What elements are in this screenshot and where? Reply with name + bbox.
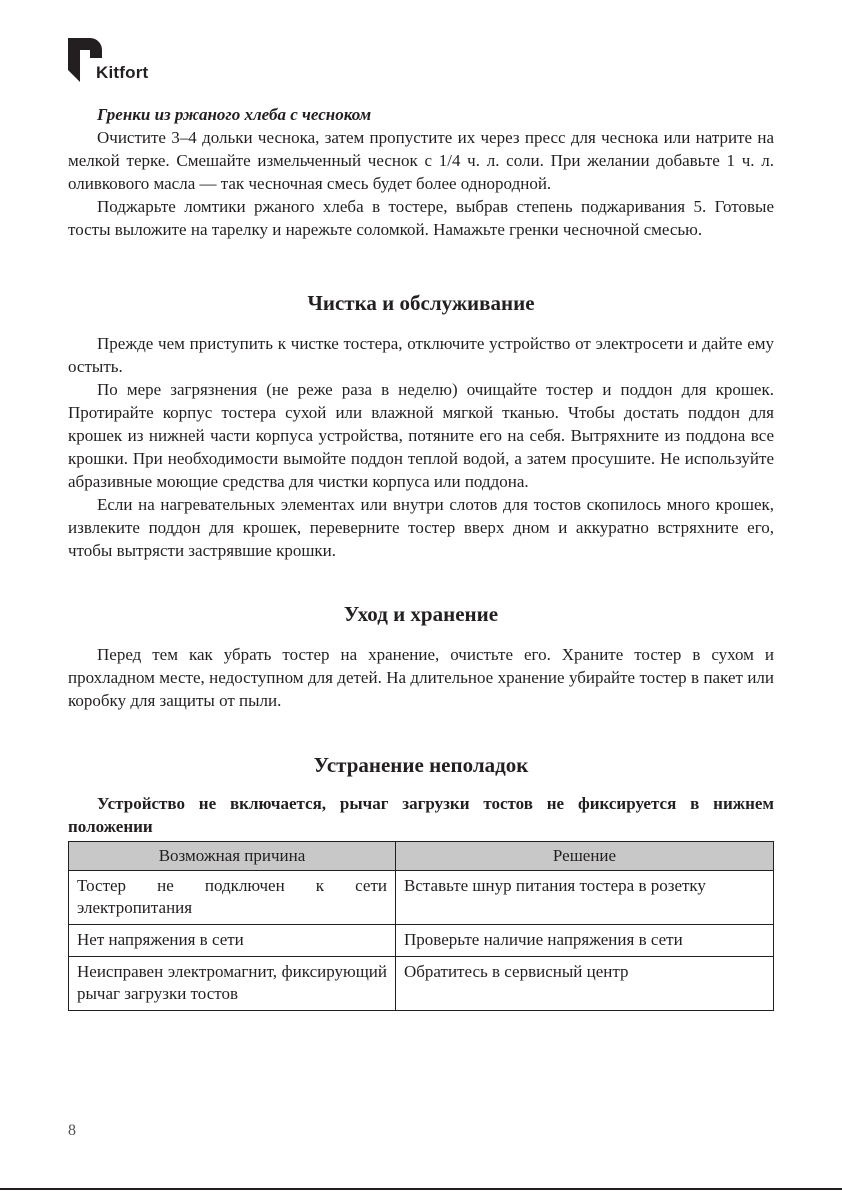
table-row bbox=[69, 957, 774, 1011]
table-cell-solution: Вставьте шнур питания тостера в розетку bbox=[396, 871, 774, 925]
table-cell-cause: Тостер не подключен к сети электропитания bbox=[69, 871, 396, 925]
table-row bbox=[69, 925, 774, 957]
section-heading-storage: Уход и хранение bbox=[343, 602, 499, 626]
cleaning-paragraph: Если на нагревательных элементах или внутри слотов для тостов скопилось много крошек, извлеките поддон для крошек, переверните тостер вверх дном и аккуратно встряхните его, чтобы вытрясти застрявшие крошки. bbox=[68, 495, 774, 560]
troubleshooting-table bbox=[68, 841, 774, 1011]
section-heading-cleaning: Чистка и обслуживание bbox=[307, 291, 535, 315]
cleaning-paragraph: Прежде чем приступить к чистке тостера, отключите устройство от электросети и дайте ему остыть. bbox=[68, 334, 774, 376]
page-number: 8 bbox=[68, 1122, 76, 1139]
footer-divider bbox=[0, 1188, 842, 1190]
recipe-paragraph: Очистите 3–4 дольки чеснока, затем пропустите их через пресс для чеснока или натрите на мелкой терке. Смешайте измельченный чеснок с 1/4 ч. л. соли. При желании добавьте 1 ч. л. оливкового масла — так чесночная смесь будет более однородной. bbox=[68, 128, 774, 193]
table-cell-cause: Неисправен электромагнит, фиксирующий рычаг загрузки тостов bbox=[69, 957, 396, 1011]
column-header-cause: Возможная причина bbox=[69, 842, 396, 871]
column-header-solution: Решение bbox=[396, 842, 774, 871]
table-header-row bbox=[69, 842, 774, 871]
table-cell-cause: Нет напряжения в сети bbox=[69, 925, 396, 957]
storage-paragraph: Перед тем как убрать тостер на хранение, очистьте его. Храните тостер в сухом и прохладном месте, недоступном для детей. На длительное хранение убирайте тостер в пакет или коробку для защиты от пыли. bbox=[68, 645, 774, 710]
page-content bbox=[68, 103, 774, 1011]
section-heading-troubleshooting: Устранение неполадок bbox=[313, 753, 529, 777]
brand-logo bbox=[68, 38, 168, 88]
recipe-paragraph: Поджарьте ломтики ржаного хлеба в тостере, выбрав степень поджаривания 5. Готовые тосты выложите на тарелку и нарежьте соломкой. Намажьте гренки чесночной смесью. bbox=[68, 197, 774, 239]
table-row bbox=[69, 871, 774, 925]
cleaning-paragraph: По мере загрязнения (не реже раза в неделю) очищайте тостер и поддон для крошек. Протирайте корпус тостера сухой или влажной мягкой тканью. Чтобы достать поддон для крошек из нижней части корпуса устройства, потяните его на себя. Вытряхните из поддона все крошки. При необходимости вымойте поддон теплой водой, а затем просушите. Не используйте абразивные моющие средства для чистки корпуса или поддона. bbox=[68, 380, 774, 491]
troubleshooting-subheading: Устройство не включается, рычаг загрузки тостов не фиксируется в нижнем положении bbox=[68, 794, 774, 836]
table-cell-solution: Обратитесь в сервисный центр bbox=[396, 957, 774, 1011]
recipe-title: Гренки из ржаного хлеба с чесноком bbox=[97, 105, 372, 124]
brand-name: Kitfort bbox=[96, 63, 149, 82]
table-cell-solution: Проверьте наличие напряжения в сети bbox=[396, 925, 774, 957]
